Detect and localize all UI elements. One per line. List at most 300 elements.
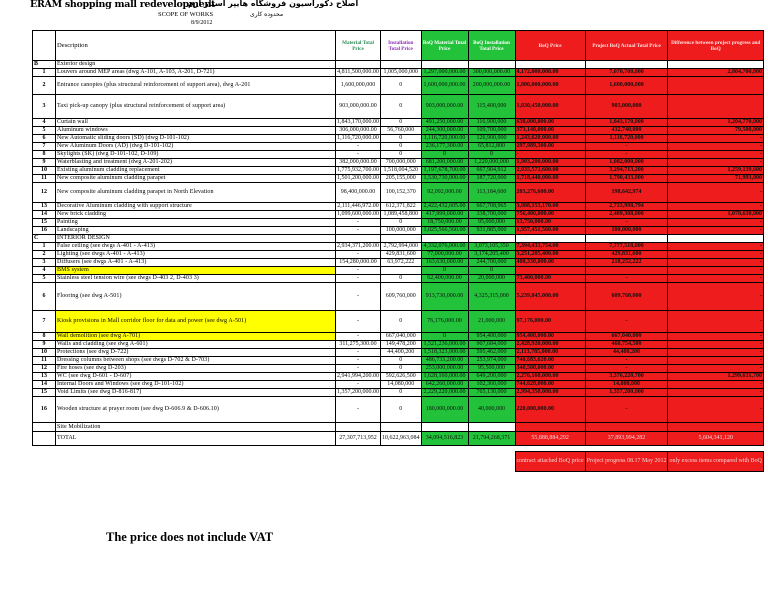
installation-price: 63,972,222 [381, 259, 422, 267]
row-description: Fire hoses (see dwg D-203) [56, 365, 336, 373]
boq-price: 348,500,000.00 [515, 365, 585, 373]
row-number: 11 [33, 357, 56, 365]
site-mobilization-label: Site Mobilization [56, 423, 336, 432]
row-number: 1 [33, 69, 56, 77]
boq-price: 638,000,000.00 [515, 119, 585, 127]
empty-cell [336, 235, 381, 243]
boq-material-price: 180,000,000.00 [421, 397, 468, 423]
table-row [33, 183, 764, 203]
empty-cell [468, 235, 515, 243]
installation-price: 14,080,000 [381, 381, 422, 389]
row-number: 12 [33, 183, 56, 203]
total-label: TOTAL [56, 432, 336, 446]
material-price: - [336, 267, 381, 275]
difference-value: 1,299,631,700 [668, 373, 763, 381]
boq-installation-price: 95,000,000 [468, 219, 515, 227]
table-row [33, 219, 764, 227]
note-boq-price: contract attached BoQ price [515, 452, 585, 472]
difference-value: - [668, 397, 763, 423]
installation-price: 149,478,200 [381, 341, 422, 349]
section-b-title: Exterior design [56, 61, 336, 69]
header-project-boq: Project BoQ Actual Total Price [585, 31, 668, 61]
installation-price: 0 [381, 119, 422, 127]
installation-price: 0 [381, 219, 422, 227]
table-row [33, 373, 764, 381]
difference-value: - [668, 143, 763, 151]
installation-price [381, 267, 422, 275]
section-b-row [33, 61, 764, 69]
table-row [33, 333, 764, 341]
total-difference: 5,604,341,120 [668, 432, 763, 446]
table-row [33, 259, 764, 267]
header-boq-price: BoQ Price [515, 31, 585, 61]
row-description: New brick cladding [56, 211, 336, 219]
project-actual-price: 1,843,170,000 [585, 119, 668, 127]
boq-price: 7,394,433,754.00 [515, 243, 585, 251]
table-row [33, 341, 764, 349]
project-actual-price: 609,760,000 [585, 283, 668, 311]
row-number: 3 [33, 259, 56, 267]
row-description: Wooden structure at prayer room (see dwg D-606.9 & D-606.10) [56, 397, 336, 423]
empty-cell [336, 452, 381, 472]
boq-material-price: 1,197,678,700.00 [421, 167, 468, 175]
installation-price: 0 [381, 397, 422, 423]
table-row [33, 135, 764, 143]
difference-value: - [668, 349, 763, 357]
row-number: 11 [33, 175, 56, 183]
difference-value: - [668, 251, 763, 259]
section-c-title: INTERIOR DESIGN [56, 235, 336, 243]
total-boq-price: 55,888,884,292 [515, 432, 585, 446]
site-mobilization-row [33, 423, 764, 432]
project-actual-price: 14,080,000 [585, 381, 668, 389]
material-price: - [336, 311, 381, 333]
installation-price: 0 [381, 95, 422, 119]
boq-installation-price: 115,400,000 [468, 95, 515, 119]
project-actual-price: - [585, 365, 668, 373]
boq-price: 5,239,045,000.00 [515, 283, 585, 311]
row-number: 8 [33, 151, 56, 159]
table-row [33, 143, 764, 151]
installation-price: 0 [381, 275, 422, 283]
project-actual-price: - [585, 357, 668, 365]
project-actual-price: 198,642,974 [585, 183, 668, 203]
project-actual-price: 100,000,000 [585, 227, 668, 235]
row-description: Landscaping [56, 227, 336, 235]
boq-price [515, 267, 585, 275]
boq-installation-price: 40,000,000 [468, 397, 515, 423]
boq-installation-price: 300,000,000.00 [468, 69, 515, 77]
boq-installation-price: 595,462,000 [468, 349, 515, 357]
difference-value: - [668, 203, 763, 211]
material-price: - [336, 333, 381, 341]
header-material: Material Total Price [336, 31, 381, 61]
boq-price: 2,994,350,000.00 [515, 389, 585, 397]
boq-installation-price: 3,073,105,350 [468, 243, 515, 251]
project-actual-price: 3,376,220,700 [585, 373, 668, 381]
row-number: 4 [33, 267, 56, 275]
material-price: - [336, 275, 381, 283]
boq-installation-price: 667,708,965 [468, 203, 515, 211]
boq-installation-price: 116,900,000 [468, 119, 515, 127]
material-price: 1,843,170,000.00 [337, 119, 379, 125]
table-row [33, 175, 764, 183]
row-description: Existing aluminum cladding replacement [56, 167, 336, 175]
boq-installation-price: 649,200,000 [468, 373, 515, 381]
material-price: - [336, 365, 381, 373]
row-number: 6 [33, 135, 56, 143]
installation-price: 700,000,000 [381, 159, 422, 167]
project-actual-price: 429,831,600 [585, 251, 668, 259]
row-description: Dressing columns between shops (see dwgs D-702 & D-703) [56, 357, 336, 365]
installation-price: 100,000,000 [381, 227, 422, 235]
boq-installation-price: 765,130,000 [468, 389, 515, 397]
row-description: New composite aluminum cladding parapet in North Elevation [56, 183, 336, 203]
difference-value: - [668, 341, 763, 349]
boq-price: 2,276,160,000.00 [515, 373, 585, 381]
project-actual-price: 1,600,000,000 [585, 77, 668, 95]
empty-cell [56, 452, 336, 472]
installation-price: 0 [381, 311, 422, 333]
row-description: Protections (see dwg D-722) [56, 349, 336, 357]
project-actual-price: 1,116,720,000 [585, 135, 668, 143]
boq-material-price: 1,600,000,000.00 [421, 77, 468, 95]
project-actual-price: 7,777,518,000 [585, 243, 668, 251]
material-price: - [336, 283, 381, 311]
boq-price: 220,000,000.00 [515, 397, 585, 423]
project-actual-price: 2,723,998,794 [585, 203, 668, 211]
difference-value: - [668, 259, 763, 267]
difference-value [668, 95, 763, 119]
project-actual-price: 218,252,222 [585, 259, 668, 267]
difference-value: - [668, 381, 763, 389]
installation-price: 667,040,000 [381, 333, 422, 341]
row-description: Painting [56, 219, 336, 227]
boq-material-price: 0 [421, 333, 468, 341]
material-price: - [336, 381, 381, 389]
boq-installation-price: 667,904,912 [468, 167, 515, 175]
table-row [33, 95, 764, 119]
row-description: Taxi pick-up canopy (plus structural reinforcement of support area) [56, 95, 336, 119]
difference-value: 79,500,000 [668, 127, 763, 135]
empty-cell [381, 452, 422, 472]
row-number: 16 [33, 397, 56, 423]
difference-value: - [668, 219, 763, 227]
difference-value: - [668, 333, 763, 341]
difference-value: - [668, 151, 763, 159]
empty-cell [33, 432, 56, 446]
boq-price: 408,330,000.00 [515, 259, 585, 267]
table-row [33, 203, 764, 211]
difference-value: - [668, 389, 763, 397]
row-number: 2 [33, 251, 56, 259]
boq-material-price: 1,628,160,000.00 [421, 373, 468, 381]
empty-cell [381, 235, 422, 243]
boq-material-price: 1,530,730,000.00 [421, 175, 468, 183]
project-actual-price: - [585, 311, 668, 333]
table-row [33, 397, 764, 423]
boq-price: 1,800,000,000.00 [515, 77, 585, 95]
table-row [33, 389, 764, 397]
empty-cell [585, 235, 668, 243]
boq-material-price: 913,730,000.00 [421, 283, 468, 311]
difference-value: 71,993,000 [668, 175, 763, 183]
empty-cell [33, 423, 56, 432]
boq-installation-price: 907,684,000 [468, 341, 515, 349]
boq-price: 4,172,000,000.00 [515, 69, 585, 77]
table-row [33, 243, 764, 251]
boq-price: 756,400,000.00 [515, 211, 585, 219]
boq-installation-price: 113,184,600 [468, 183, 515, 203]
boq-price: 1,718,440,000.00 [515, 175, 585, 183]
boq-installation-price: 109,700,000 [468, 127, 515, 135]
empty-cell [515, 423, 585, 432]
difference-value: - [668, 311, 763, 333]
scope-label: SCOPE OF WORKS [158, 11, 214, 18]
boq-material-price: 903,000,000.00 [421, 95, 468, 119]
table-row [33, 69, 764, 77]
price-table [32, 30, 764, 472]
empty-cell [668, 235, 763, 243]
boq-material-price: 417,999,000.00 [421, 211, 468, 219]
row-number: 14 [33, 381, 56, 389]
boq-price: 13,750,000.00 [515, 219, 585, 227]
table-row [33, 167, 764, 175]
installation-price: 609,760,000 [381, 283, 422, 311]
row-number: 3 [33, 95, 56, 119]
empty-cell [421, 423, 468, 432]
note-excess-items: only excess items compared with BoQ [668, 452, 763, 472]
project-actual-price: - [585, 143, 668, 151]
boq-material-price: 491,250,000.00 [421, 119, 468, 127]
material-price: 1,501,200,000.00 [337, 175, 379, 181]
boq-material-price: 236,177,300.00 [421, 143, 468, 151]
project-actual-price: - [585, 219, 668, 227]
total-project-actual: 37,893,994,282 [585, 432, 668, 446]
installation-price: 1,089,458,800 [381, 211, 422, 219]
project-actual-price: 3,294,713,200 [585, 167, 668, 175]
boq-installation-price: 20,000,000 [468, 275, 515, 283]
boq-price: 954,400,000.00 [515, 333, 585, 341]
material-price: - [336, 227, 381, 235]
material-price: 2,111,446,972.00 [337, 203, 379, 209]
difference-value: - [668, 135, 763, 143]
empty-cell [421, 235, 468, 243]
table-row [33, 119, 764, 127]
section-b-letter: B [33, 61, 56, 69]
boq-material-price: 1,297,000,000.00 [421, 69, 468, 77]
scope-label-persian: محدوده کاری [250, 11, 284, 18]
boq-material-price: 18,750,000.00 [421, 219, 468, 227]
project-actual-price: 7,070,700,000 [585, 69, 668, 77]
boq-material-price: 1,521,236,000.00 [421, 341, 468, 349]
material-price: 98,400,000.00 [336, 183, 381, 203]
row-description: Curtain wall [56, 119, 336, 127]
boq-material-price: 1,116,720,000.00 [421, 135, 468, 143]
boq-price: 2,428,920,000.00 [515, 341, 585, 349]
row-number: 7 [33, 311, 56, 333]
notes-row [33, 452, 764, 472]
total-boq-material: 34,094,516,823 [421, 432, 468, 446]
project-actual-price: - [585, 151, 668, 159]
header-row [33, 31, 764, 61]
row-description: False ceiling (see dwgs A-401 - A-413) [56, 243, 336, 251]
boq-installation-price: 200,000,000.00 [468, 77, 515, 95]
row-description: Decorative Aluminum cladding with support structure [56, 203, 336, 211]
row-description: Entrance canopies (plus structural reinforcement of support area), dwg A-201 [56, 77, 336, 95]
material-price: - [336, 251, 381, 259]
empty-cell [468, 423, 515, 432]
header-installation: Installation Total Price [381, 31, 422, 61]
difference-value: - [668, 243, 763, 251]
boq-material-price: 2,229,220,000.00 [421, 389, 468, 397]
project-actual-price: 1,790,433,000 [585, 175, 668, 183]
boq-material-price: 1,025,566,560.00 [421, 227, 468, 235]
boq-material-price: 244,300,000.00 [421, 127, 468, 135]
material-price: - [336, 349, 381, 357]
row-number: 2 [33, 77, 56, 95]
boq-installation-price: 1,220,000,000 [468, 159, 515, 167]
table-row [33, 211, 764, 219]
table-row [33, 381, 764, 389]
row-number: 8 [33, 333, 56, 341]
boq-installation-price: 954,400,000 [468, 333, 515, 341]
row-description: Internal Doors and Windows (see dwg D-101-102) [56, 381, 336, 389]
difference-value: - [668, 365, 763, 373]
total-material: 27,307,713,952 [336, 432, 381, 446]
vat-note: The price does not include VAT [106, 530, 274, 544]
project-actual-price: 2,489,308,000 [585, 211, 668, 219]
installation-price: 205,155,000 [381, 175, 422, 183]
total-boq-installation: 21,794,268,371 [468, 432, 515, 446]
row-description: New composite aluminum cladding parapet [56, 175, 336, 183]
row-description: BMS system [56, 267, 336, 275]
header-num [33, 31, 56, 61]
row-number: 12 [33, 365, 56, 373]
row-description: Skylights (SK) (dwg D-101-102, D-109) [56, 151, 336, 159]
boq-price: 1,957,451,560.00 [515, 227, 585, 235]
boq-material-price: 681,200,000.00 [421, 159, 468, 167]
table-row [33, 357, 764, 365]
difference-value: - [668, 183, 763, 203]
row-number: 5 [33, 275, 56, 283]
boq-price: 1,243,620,000.00 [515, 135, 585, 143]
empty-cell [381, 423, 422, 432]
row-description: Diffusers (see dwgs A-401 - A-413) [56, 259, 336, 267]
table-row [33, 151, 764, 159]
empty-cell [421, 452, 468, 472]
boq-price: 203,276,600.00 [515, 183, 585, 203]
difference-value: - [668, 357, 763, 365]
boq-installation-price: 3,174,205,400 [468, 251, 515, 259]
row-description: Kiosk provisions in Mall corridor floor for data and power (see dwg A-501) [56, 311, 336, 333]
boq-price: 740,683,620.00 [515, 357, 585, 365]
row-description: Walls and cladding (see dwg A-601) [56, 341, 336, 349]
empty-cell [515, 235, 585, 243]
empty-cell [468, 452, 515, 472]
total-row [33, 432, 764, 446]
row-number: 9 [33, 341, 56, 349]
boq-material-price: 77,000,000.00 [421, 251, 468, 259]
row-number: 10 [33, 167, 56, 175]
project-actual-price: 44,400,200 [585, 349, 668, 357]
installation-price: 592,626,500 [381, 373, 422, 381]
difference-value: 1,259,139,600 [668, 167, 763, 175]
installation-price: 0 [381, 389, 422, 397]
boq-installation-price: 95,500,000 [468, 365, 515, 373]
boq-material-price: 486,733,200.00 [421, 357, 468, 365]
installation-price: 2,792,994,000 [381, 243, 422, 251]
project-actual-price: 667,040,000 [585, 333, 668, 341]
boq-price: 297,989,300.00 [515, 143, 585, 151]
row-number: 15 [33, 389, 56, 397]
installation-price: 0 [381, 357, 422, 365]
empty-cell [585, 423, 668, 432]
section-c-row [33, 235, 764, 243]
table-row [33, 127, 764, 135]
boq-price: 2,113,785,000.00 [515, 349, 585, 357]
row-number: 13 [33, 373, 56, 381]
boq-price: - [515, 151, 585, 159]
installation-price: 1,518,004,520 [381, 167, 422, 175]
table-row [33, 159, 764, 167]
installation-price: 0 [381, 151, 422, 159]
header-description: Description [56, 31, 336, 61]
material-price: 311,275,300.00 [336, 341, 381, 349]
row-description: Aluminum windows [56, 127, 336, 135]
boq-price: 1,030,450,000.00 [515, 95, 585, 119]
project-actual-price: 903,000,000 [585, 95, 668, 119]
project-actual-price: 1,357,200,000 [585, 389, 668, 397]
document-date: 8/9/2012 [191, 20, 213, 26]
document-title: ERAM shopping mall redevelopment [30, 0, 216, 10]
boq-material-price: 0 [421, 151, 468, 159]
installation-price: 0 [381, 135, 422, 143]
row-description: New Aluminum Doors (AD) (dwg D-101-102) [56, 143, 336, 151]
table-row [33, 311, 764, 333]
installation-price: 0 [381, 143, 422, 151]
header-boq-material: BoQ Material Total Price [421, 31, 468, 61]
material-price: 1,357,200,000.00 [337, 389, 379, 395]
installation-price: 1,005,000,000 [381, 69, 422, 77]
material-price: - [336, 151, 381, 159]
table-row [33, 227, 764, 235]
material-price: 306,000,000.00 [336, 127, 381, 135]
material-price: 1,116,720,000.00 [337, 135, 379, 141]
material-price: - [336, 143, 381, 151]
boq-material-price: 76,176,000.00 [421, 311, 468, 333]
row-number: 15 [33, 219, 56, 227]
boq-installation-price: 0 [468, 151, 515, 159]
row-description: Lighting (see dwgs A-401 - A-413) [56, 251, 336, 259]
boq-installation-price: 126,900,000 [468, 135, 515, 143]
difference-value [668, 77, 763, 95]
row-description: Flooring (see dwg A-501) [56, 283, 336, 311]
installation-price: 0 [381, 77, 422, 95]
difference-value: - [668, 159, 763, 167]
installation-price: 612,371,822 [381, 203, 422, 211]
row-description: Wall demolition (see dwg A-701) [56, 333, 336, 341]
table-row [33, 349, 764, 357]
boq-material-price: 2,422,432,605.00 [421, 203, 468, 211]
boq-installation-price: 338,700,000 [468, 211, 515, 219]
material-price: 154,280,000.00 [336, 259, 381, 267]
table-row [33, 251, 764, 259]
material-price: 1,600,000,000 [336, 77, 381, 95]
installation-price: 100,152,370 [381, 183, 422, 203]
project-actual-price: - [585, 275, 668, 283]
installation-price: 56,760,000 [381, 127, 422, 135]
